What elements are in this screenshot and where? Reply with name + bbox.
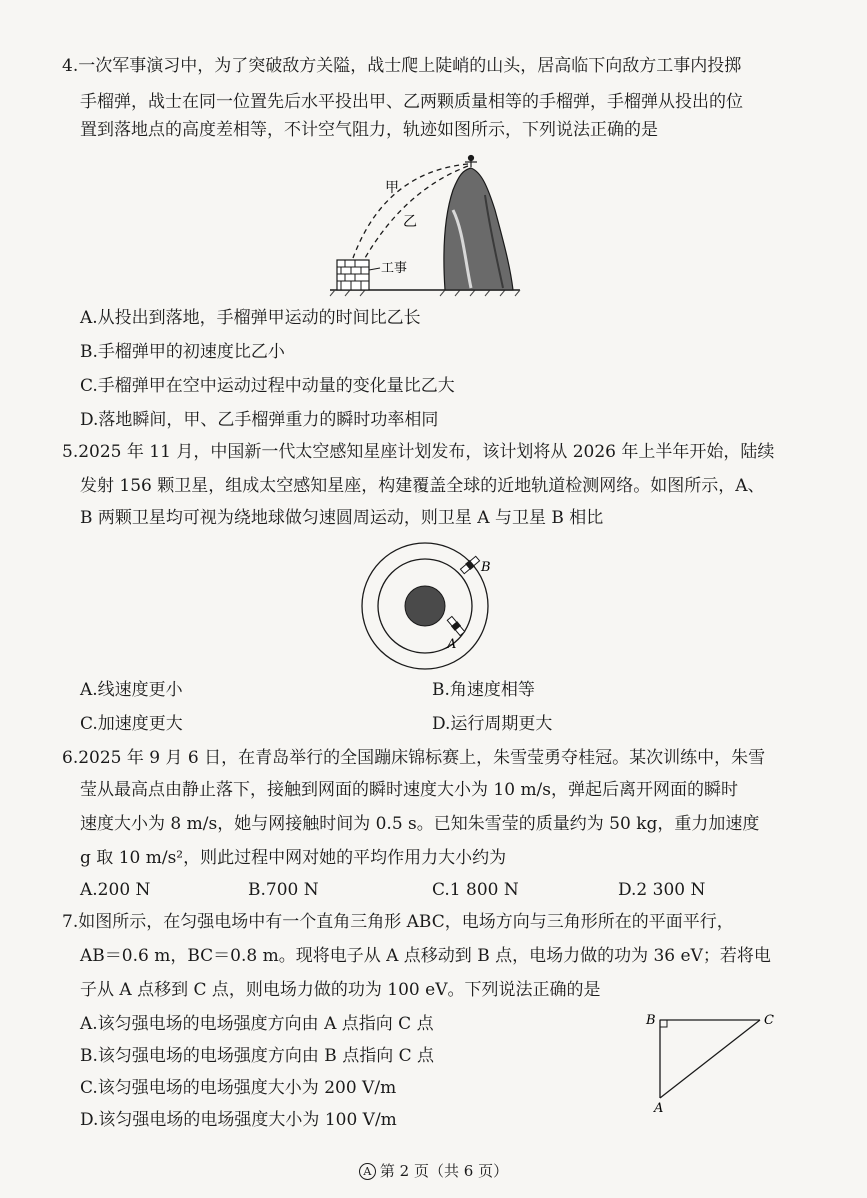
q7-line-3: 子从 A 点移到 C 点，则电场力做的功为 100 eV。下列说法正确的是 — [80, 980, 601, 1000]
side-ac — [660, 1020, 760, 1098]
q7-line-1: 7.如图所示，在匀强电场中有一个直角三角形 ABC，电场方向与三角形所在的平面平行， — [62, 912, 734, 932]
label-b: B — [481, 560, 491, 575]
label-a: A — [654, 1101, 664, 1116]
q6-line-4: g 取 10 m/s²，则此过程中网对她的平均作用力大小约为 — [80, 848, 507, 868]
q6-option-d: D.2 300 N — [618, 880, 706, 900]
q6-line-3: 速度大小为 8 m/s，她与网接触时间为 0.5 s。已知朱雪莹的质量约为 50 kg，重力加速度 — [80, 814, 760, 834]
label-gongshi: 工事 — [381, 261, 408, 276]
q7-line-2: AB＝0.6 m，BC＝0.8 m。现将电子从 A 点移动到 B 点，电场力做的功为 36 eV；若将电 — [80, 946, 771, 966]
q5-option-b: B.角速度相等 — [432, 680, 535, 700]
q5-option-c: C.加速度更大 — [80, 714, 183, 734]
fortification-wall — [337, 260, 369, 290]
right-angle-mark — [660, 1020, 667, 1027]
label-a: A — [447, 637, 457, 652]
q7-option-d: D.该匀强电场的电场强度大小为 100 V/m — [80, 1110, 397, 1130]
q6-option-a: A.200 N — [80, 880, 151, 900]
q7-option-a: A.该匀强电场的电场强度方向由 A 点指向 C 点 — [80, 1014, 434, 1034]
q4-option-c: C.手榴弹甲在空中运动过程中动量的变化量比乙大 — [80, 376, 455, 396]
version-mark: A — [359, 1163, 376, 1180]
q4-line-3: 置到落地点的高度差相等，不计空气阻力，轨迹如图所示，下列说法正确的是 — [80, 120, 658, 140]
q6-option-c: C.1 800 N — [432, 880, 519, 900]
earth — [405, 586, 445, 626]
q7-triangle-figure — [640, 1008, 790, 1118]
satellite-a — [447, 616, 466, 636]
q5-option-d: D.运行周期更大 — [432, 714, 553, 734]
label-b: B — [646, 1013, 656, 1028]
q6-line-2: 莹从最高点由静止落下，接触到网面的瞬时速度大小为 10 m/s，弹起后离开网面的瞬时 — [80, 780, 739, 800]
page-footer — [0, 1160, 867, 1181]
q5-option-a: A.线速度更小 — [80, 680, 183, 700]
label-jia: 甲 — [385, 180, 399, 196]
q7-option-b: B.该匀强电场的电场强度方向由 B 点指向 C 点 — [80, 1046, 435, 1066]
q4-option-d: D.落地瞬间，甲、乙手榴弹重力的瞬时功率相同 — [80, 410, 439, 430]
q4-option-b: B.手榴弹甲的初速度比乙小 — [80, 342, 285, 362]
q5-line-3: B 两颗卫星均可视为绕地球做匀速圆周运动，则卫星 A 与卫星 B 相比 — [80, 508, 604, 528]
q4-line-2: 手榴弹，战士在同一位置先后水平投出甲、乙两颗质量相等的手榴弹，手榴弹从投出的位 — [80, 92, 743, 112]
q5-line-1: 5.2025 年 11 月，中国新一代太空感知星座计划发布，该计划将从 2026 年上半年开始，陆续 — [62, 442, 775, 462]
soldier-figure — [465, 156, 477, 168]
q6-option-b: B.700 N — [248, 880, 319, 900]
q5-orbit-figure — [355, 538, 505, 678]
q4-trajectory-figure — [325, 150, 525, 300]
mountain-cliff — [444, 168, 513, 290]
page-number: 第 2 页（共 6 页） — [379, 1162, 509, 1180]
label-yi: 乙 — [403, 214, 417, 230]
q7-option-c: C.该匀强电场的电场强度大小为 200 V/m — [80, 1078, 397, 1098]
q5-line-2: 发射 156 颗卫星，组成太空感知星座，构建覆盖全球的近地轨道检测网络。如图所示，A、 — [80, 476, 765, 496]
q4-option-a: A.从投出到落地，手榴弹甲运动的时间比乙长 — [80, 308, 421, 328]
q6-line-1: 6.2025 年 9 月 6 日，在青岛举行的全国蹦床锦标赛上，朱雪莹勇夺桂冠。某次训练中，朱雪 — [62, 748, 766, 768]
label-c: C — [764, 1013, 774, 1028]
q4-line-1: 4.一次军事演习中，为了突破敌方关隘，战士爬上陡峭的山头，居高临下向敌方工事内投掷 — [62, 56, 742, 76]
